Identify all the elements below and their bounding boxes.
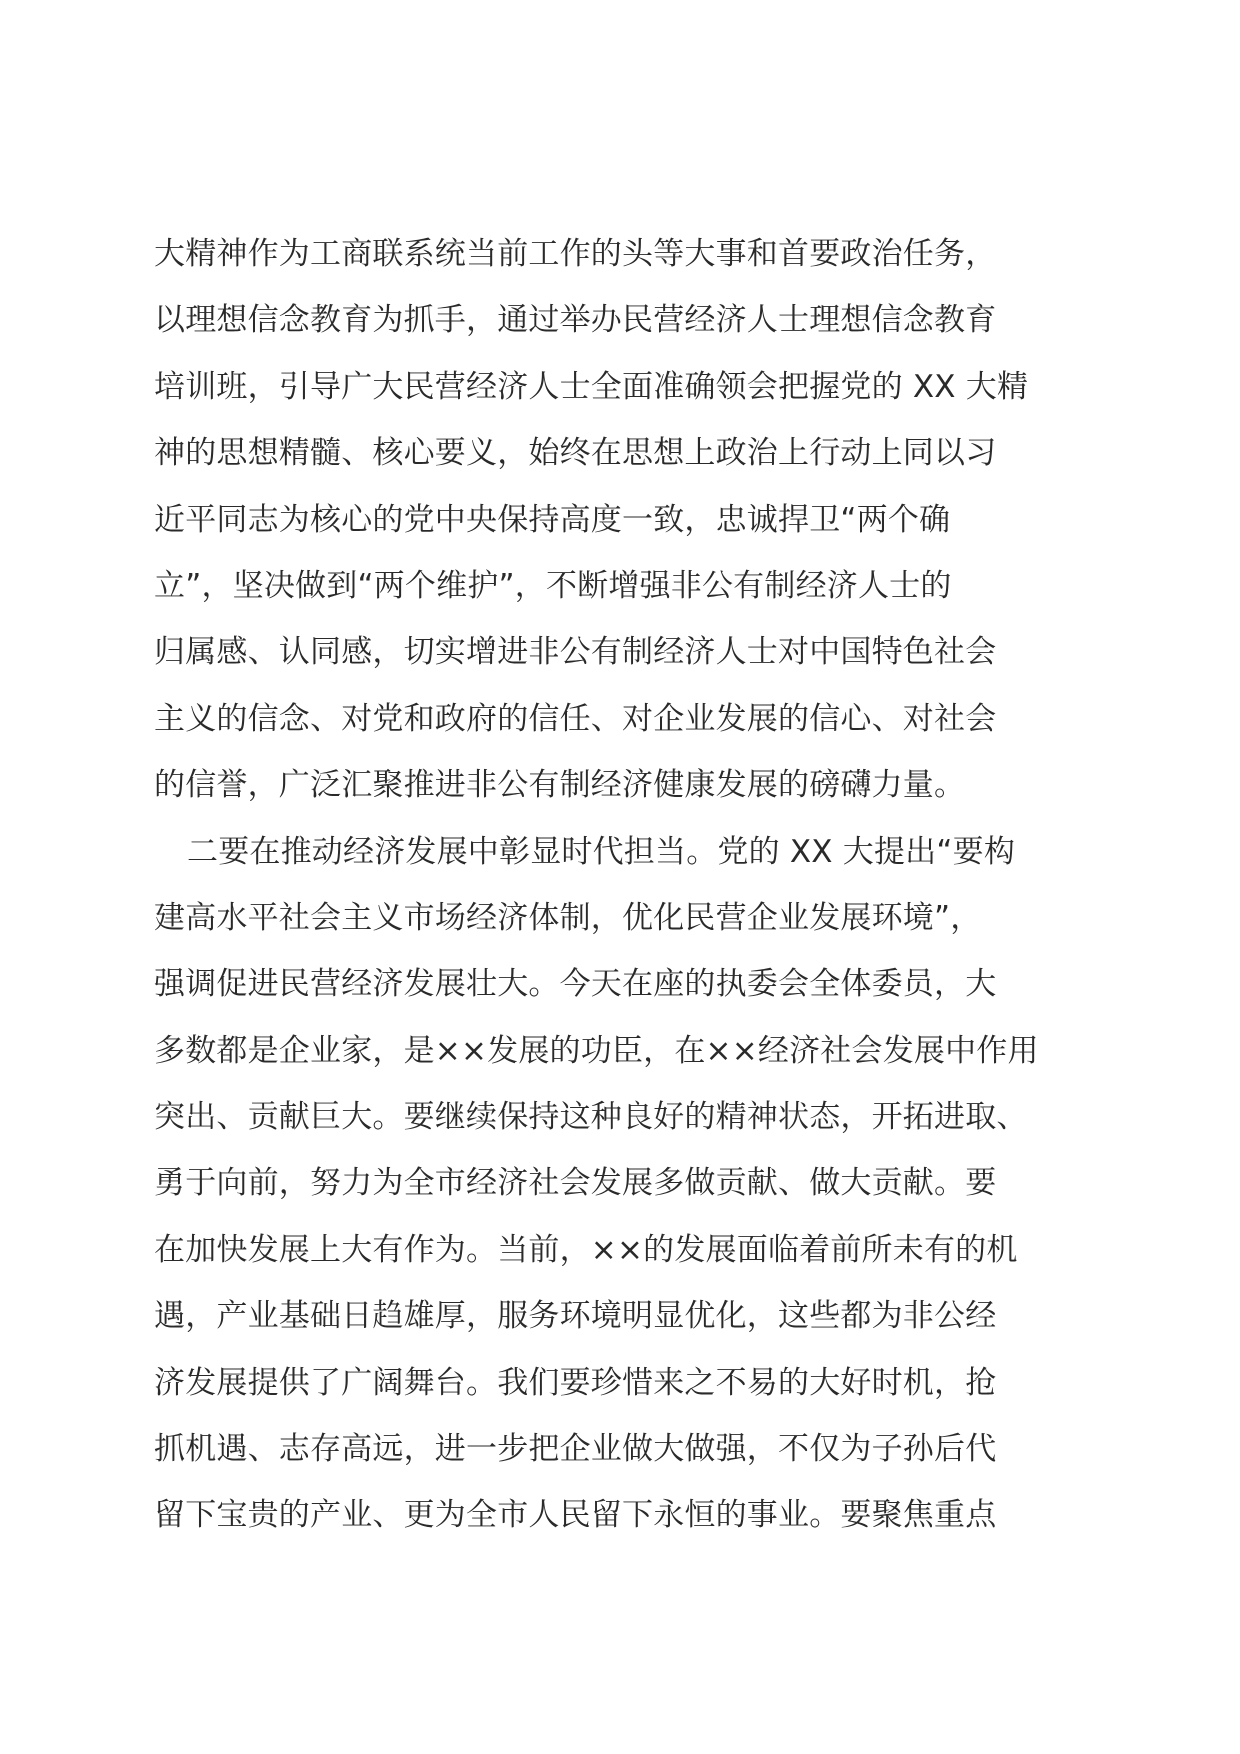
text-line: 的信誉，广泛汇聚推进非公有制经济健康发展的磅礴力量。 [154,767,966,804]
text-line: 济发展提供了广阔舞台。我们要珍惜来之不易的大好时机，抢 [154,1364,997,1401]
text-line: 强调促进民营经济发展壮大。今天在座的执委会全体委员，大 [154,966,997,1003]
text-line: 留下宝贵的产业、更为全市人民留下永恒的事业。要聚焦重点 [154,1497,997,1534]
text-line: 立”，坚决做到“两个维护”，不断增强非公有制经济人士的 [154,567,952,604]
text-line: 以理想信念教育为抓手，通过举办民营经济人士理想信念教育 [154,302,997,339]
paragraph-start-line: 二要在推动经济发展中彰显时代担当。党的 XX 大提出“要构 [187,833,1016,870]
text-line: 勇于向前，努力为全市经济社会发展多做贡献、做大贡献。要 [154,1165,997,1202]
text-line: 抓机遇、志存高远，进一步把企业做大做强，不仅为子孙后代 [154,1431,997,1468]
text-line: 多数都是企业家，是××发展的功臣，在××经济社会发展中作用 [154,1032,1039,1069]
text-line: 遇，产业基础日趋雄厚，服务环境明显优化，这些都为非公经 [154,1298,997,1335]
text-line: 突出、贡献巨大。要继续保持这种良好的精神状态，开拓进取、 [154,1099,1028,1136]
text-line: 在加快发展上大有作为。当前，××的发展面临着前所未有的机 [154,1231,1018,1268]
text-line: 大精神作为工商联系统当前工作的头等大事和首要政治任务， [154,236,997,272]
text-line: 归属感、认同感，切实增进非公有制经济人士对中国特色社会 [154,634,997,671]
text-line: 主义的信念、对党和政府的信任、对企业发展的信心、对社会 [154,700,997,737]
text-line: 培训班，引导广大民营经济人士全面准确领会把握党的 XX 大精 [154,368,1029,405]
text-line: 神的思想精髓、核心要义，始终在思想上政治上行动上同以习 [154,435,997,472]
text-line: 建高水平社会主义市场经济体制，优化民营企业发展环境”， [154,899,982,936]
text-line: 近平同志为核心的党中央保持高度一致，忠诚捍卫“两个确 [154,501,951,538]
body-text [154,221,1094,1549]
